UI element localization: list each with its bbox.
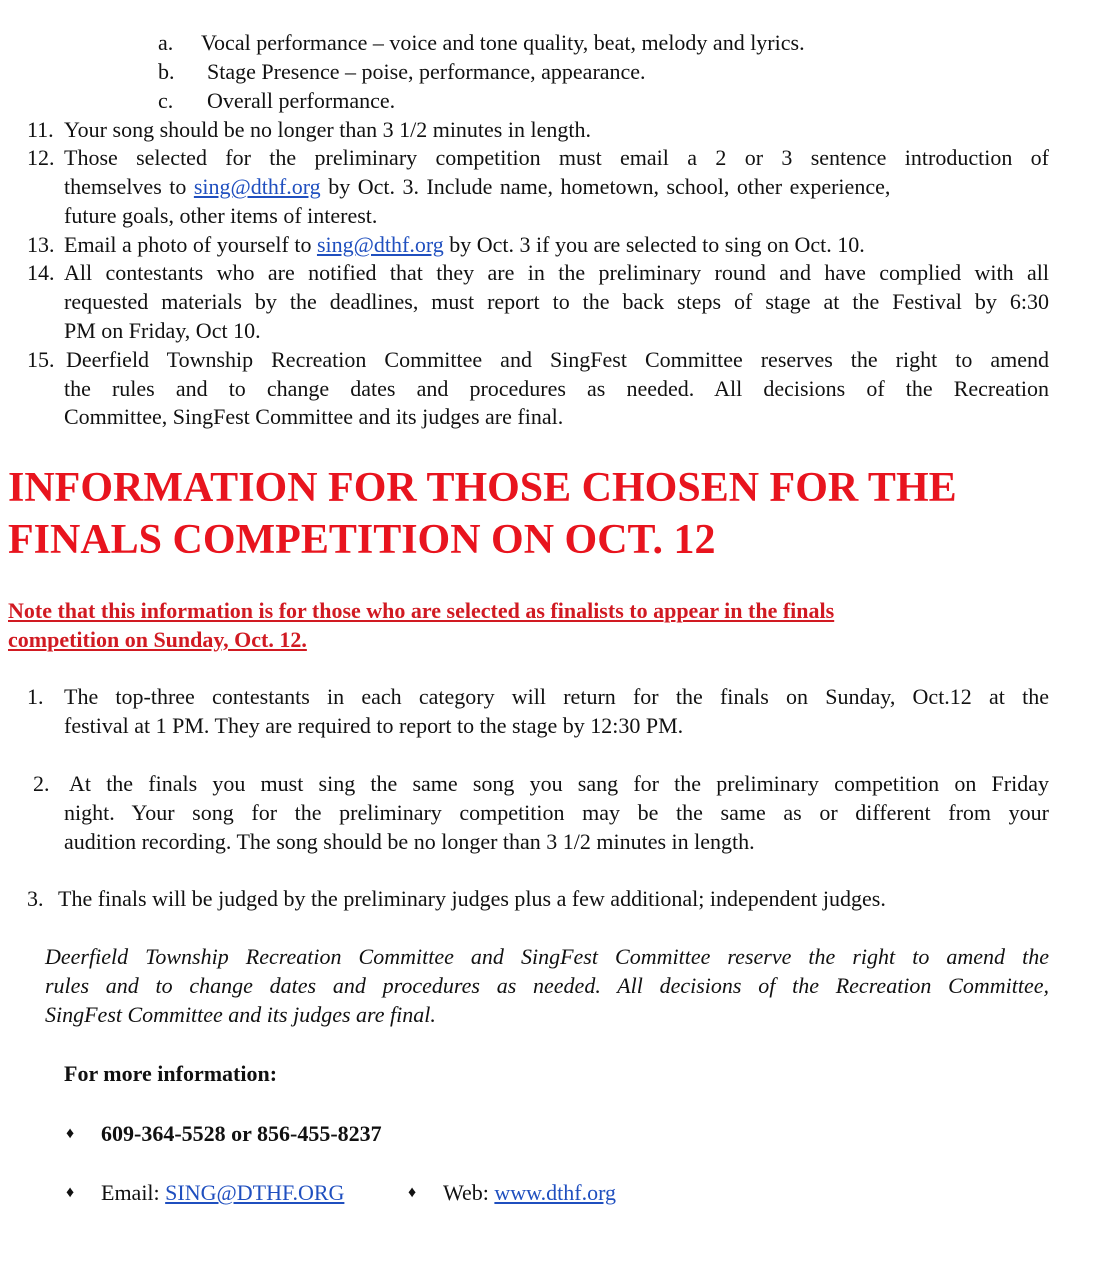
sub-item-letter-a: a. <box>158 30 174 55</box>
finals-item-3-text: The finals will be judged by the preliminary judges plus a few additional; independent judges. <box>58 886 886 911</box>
finals-item-2-number: 2. <box>33 771 50 796</box>
rule-12-number: 12. <box>27 145 55 170</box>
rule-15-line-1: Deerfield Township Recreation Committee and SingFest Committee reserves the right to amend <box>66 347 1049 372</box>
finals-heading-line-2: FINALS COMPETITION ON OCT. 12 <box>8 517 716 563</box>
finals-note-line-1: Note that this information is for those who are selected as finalists to appear in the finals <box>8 598 835 623</box>
contact-phones: 609-364-5528 or 856-455-8237 <box>101 1121 382 1146</box>
rule-12-line-1: Those selected for the preliminary competition must email a 2 or 3 sentence introduction of <box>64 145 1049 170</box>
finals-item-2-line-1: At the finals you must sing the same song you sang for the preliminary competition on Friday <box>69 771 1049 796</box>
contact-heading: For more information: <box>64 1061 278 1086</box>
diamond-bullet-icon: ♦ <box>66 1184 75 1201</box>
rule-13-post: by Oct. 3 if you are selected to sing on Oct. 10. <box>443 232 865 257</box>
sub-item-text-c: Overall performance. <box>207 88 396 113</box>
rule-15-line-2: the rules and to change dates and procedures as needed. All decisions of the Recreation <box>64 376 1049 401</box>
rule-15-line-3: Committee, SingFest Committee and its judges are final. <box>64 404 564 429</box>
web-link[interactable]: www.dthf.org <box>494 1180 616 1205</box>
diamond-bullet-icon: ♦ <box>408 1184 417 1201</box>
finals-item-1-number: 1. <box>27 684 44 709</box>
sub-item-letter-c: c. <box>158 88 174 113</box>
contact-email <box>101 1178 344 1207</box>
disclaimer-line-2: rules and to change dates and procedures as needed. All decisions of the Recreation Committee, <box>45 973 1049 998</box>
sub-item-text-b: Stage Presence – poise, performance, appearance. <box>207 59 646 84</box>
rule-11-number: 11. <box>27 117 54 142</box>
sub-item-letter-b: b. <box>158 59 175 84</box>
diamond-bullet-icon: ♦ <box>66 1125 75 1142</box>
email-link[interactable]: sing@dthf.org <box>316 232 444 257</box>
disclaimer-line-1: Deerfield Township Recreation Committee and SingFest Committee reserve the right to amend the <box>45 944 1049 969</box>
contact-web <box>443 1178 616 1207</box>
disclaimer-line-3: SingFest Committee and its judges are final. <box>45 1002 436 1027</box>
finals-item-3-number: 3. <box>27 886 44 911</box>
rule-14-line-2: requested materials by the deadlines, must report to the back steps of stage at the Festival by 6:30 <box>64 289 1049 314</box>
web-label: Web: <box>443 1180 495 1205</box>
finals-heading-line-1: INFORMATION FOR THOSE CHOSEN FOR THE <box>8 465 957 511</box>
sub-item-text-a: Vocal performance – voice and tone quality, beat, melody and lyrics. <box>201 30 805 55</box>
rule-14-line-1: All contestants who are notified that they are in the preliminary round and have complied with all <box>64 260 1049 285</box>
email-link[interactable]: sing@dthf.org <box>193 174 321 199</box>
finals-item-1-line-2: festival at 1 PM. They are required to report to the stage by 12:30 PM. <box>64 713 684 738</box>
rule-14-number: 14. <box>27 260 55 285</box>
rule-11-text: Your song should be no longer than 3 1/2 minutes in length. <box>64 117 591 142</box>
rule-12-line-2 <box>64 172 890 201</box>
rule-14-line-3: PM on Friday, Oct 10. <box>64 318 261 343</box>
rule-15-number: 15. <box>27 347 55 372</box>
email-label: Email: <box>101 1180 166 1205</box>
rule-13-pre: Email a photo of yourself to <box>64 232 317 257</box>
finals-item-2-line-3: audition recording. The song should be no longer than 3 1/2 minutes in length. <box>64 829 755 854</box>
rule-13-line <box>64 230 865 259</box>
finals-note-line-2: competition on Sunday, Oct. 12. <box>8 627 307 652</box>
email-link[interactable]: SING@DTHF.ORG <box>165 1180 345 1205</box>
rule-12-line-2-post: by Oct. 3. Include name, hometown, school, other experience, <box>320 174 891 199</box>
finals-item-1-line-1: The top-three contestants in each category will return for the finals on Sunday, Oct.12 at the <box>64 684 1049 709</box>
rule-12-line-2-pre: themselves to <box>64 174 194 199</box>
finals-item-2-line-2: night. Your song for the preliminary competition may be the same as or different from your <box>64 800 1049 825</box>
rule-12-line-3: future goals, other items of interest. <box>64 203 378 228</box>
rule-13-number: 13. <box>27 232 55 257</box>
